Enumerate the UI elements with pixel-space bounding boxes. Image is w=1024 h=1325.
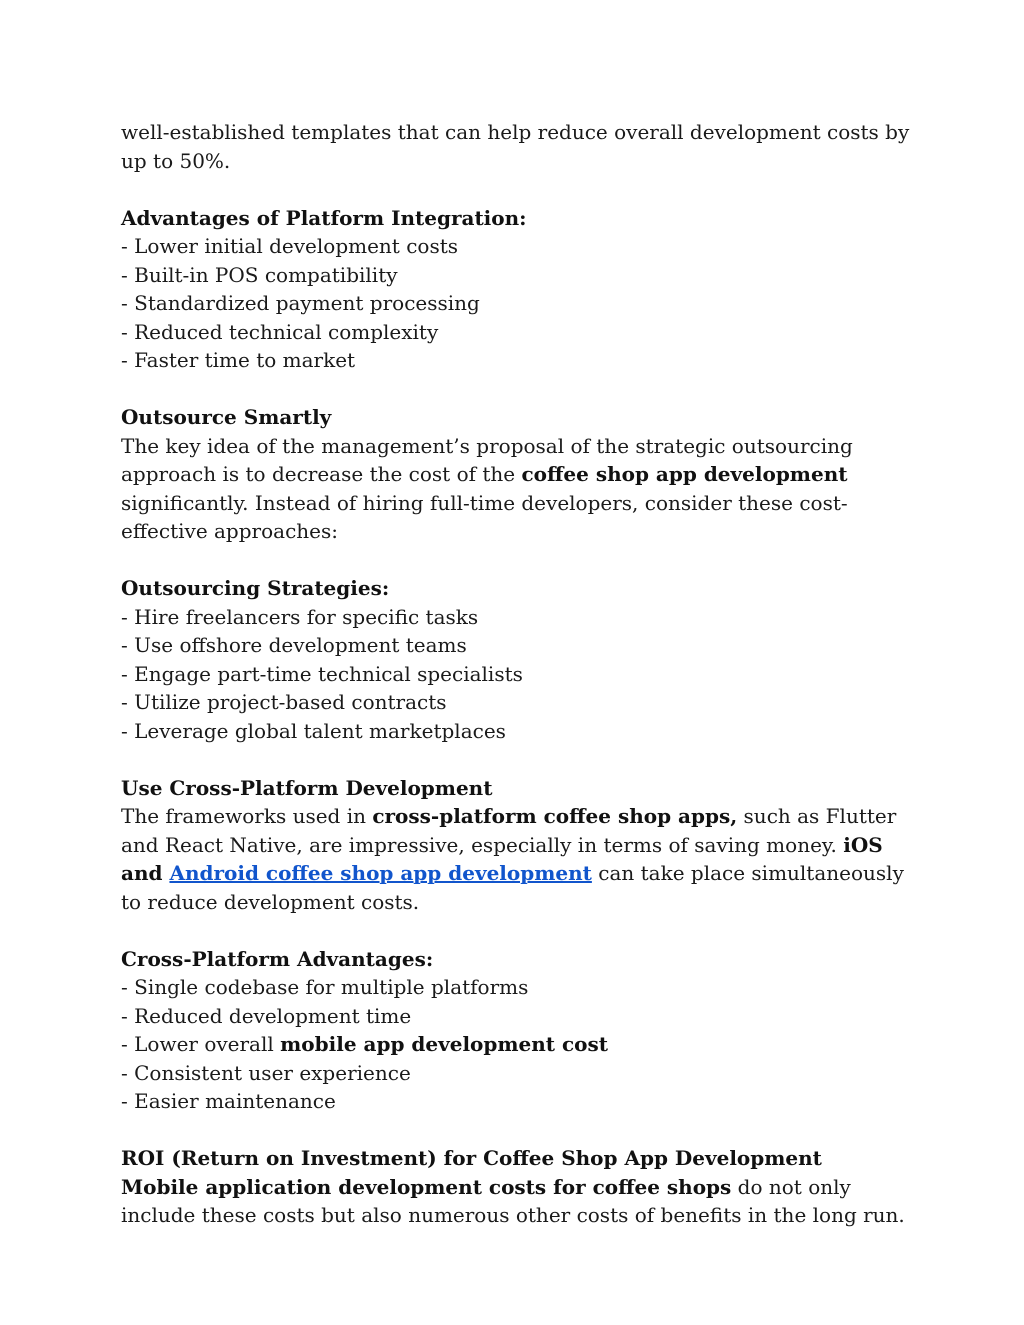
spacer xyxy=(121,175,911,204)
strategies-list xyxy=(121,603,911,746)
list-item-bold: mobile app development cost xyxy=(280,1032,609,1056)
intro-paragraph: well-established templates that can help reduce overall development costs by up to 50%. xyxy=(121,120,910,173)
list-item-text: Lower overall xyxy=(134,1032,281,1056)
list-item: - Single codebase for multiple platforms xyxy=(121,973,911,1002)
roi-heading: ROI (Return on Investment) for Coffee Shop App Development xyxy=(121,1146,822,1170)
cross-paragraph xyxy=(121,802,911,916)
android-app-development-link[interactable]: Android coffee shop app development xyxy=(169,861,592,885)
cross-heading: Use Cross-Platform Development xyxy=(121,775,493,800)
list-item: - Consistent user experience xyxy=(121,1059,911,1088)
platform-heading: Advantages of Platform Integration: xyxy=(121,205,527,230)
list-item: - Utilize project-based contracts xyxy=(121,688,911,717)
cross-advantages-list xyxy=(121,973,911,1116)
spacer xyxy=(121,546,911,575)
spacer xyxy=(121,1116,911,1145)
list-item: - Use offshore development teams xyxy=(121,631,911,660)
list-item: - Leverage global talent marketplaces xyxy=(121,717,911,746)
roi-text: do not only include these costs but also numerous other costs of benefits in the long run. xyxy=(121,1174,905,1227)
outsource-paragraph xyxy=(121,432,911,546)
list-item: - Hire freelancers for specific tasks xyxy=(121,603,911,632)
cross-text-3: can take place simultaneously to reduce development costs. xyxy=(121,861,904,914)
document-page xyxy=(121,118,911,1230)
list-item: - Reduced technical complexity xyxy=(121,318,911,347)
outsource-text: The key idea of the management’s proposal of the strategic outsourcing approach is to decrease the cost of the xyxy=(121,433,853,486)
list-item: - Easier maintenance xyxy=(121,1087,911,1116)
spacer xyxy=(121,916,911,945)
roi-paragraph xyxy=(121,1173,911,1230)
platform-list xyxy=(121,232,911,375)
list-item: - Faster time to market xyxy=(121,346,911,375)
outsource-text-end: significantly. Instead of hiring full-time developers, consider these cost-effective approaches: xyxy=(121,490,848,543)
spacer xyxy=(121,745,911,774)
list-item: - Standardized payment processing xyxy=(121,289,911,318)
cross-bold-2: iOS and xyxy=(121,832,883,885)
cross-bold-1: cross-platform coffee shop apps, xyxy=(372,804,738,828)
strategies-heading: Outsourcing Strategies: xyxy=(121,576,390,600)
cross-advantages-heading: Cross-Platform Advantages: xyxy=(121,946,434,971)
list-item xyxy=(121,1030,911,1059)
list-item: - Built-in POS compatibility xyxy=(121,261,911,290)
roi-bold: Mobile application development costs for coffee shops xyxy=(121,1174,732,1199)
list-item: - Engage part-time technical specialists xyxy=(121,660,911,689)
spacer xyxy=(121,375,911,404)
outsource-heading: Outsource Smartly xyxy=(121,405,332,429)
cross-text-1: The frameworks used in xyxy=(121,804,373,828)
list-item: - Lower initial development costs xyxy=(121,232,911,261)
outsource-bold: coffee shop app development xyxy=(521,462,848,486)
list-item: - Reduced development time xyxy=(121,1002,911,1031)
cross-text-2: such as Flutter and React Native, are impressive, especially in terms of saving money. xyxy=(121,804,897,857)
